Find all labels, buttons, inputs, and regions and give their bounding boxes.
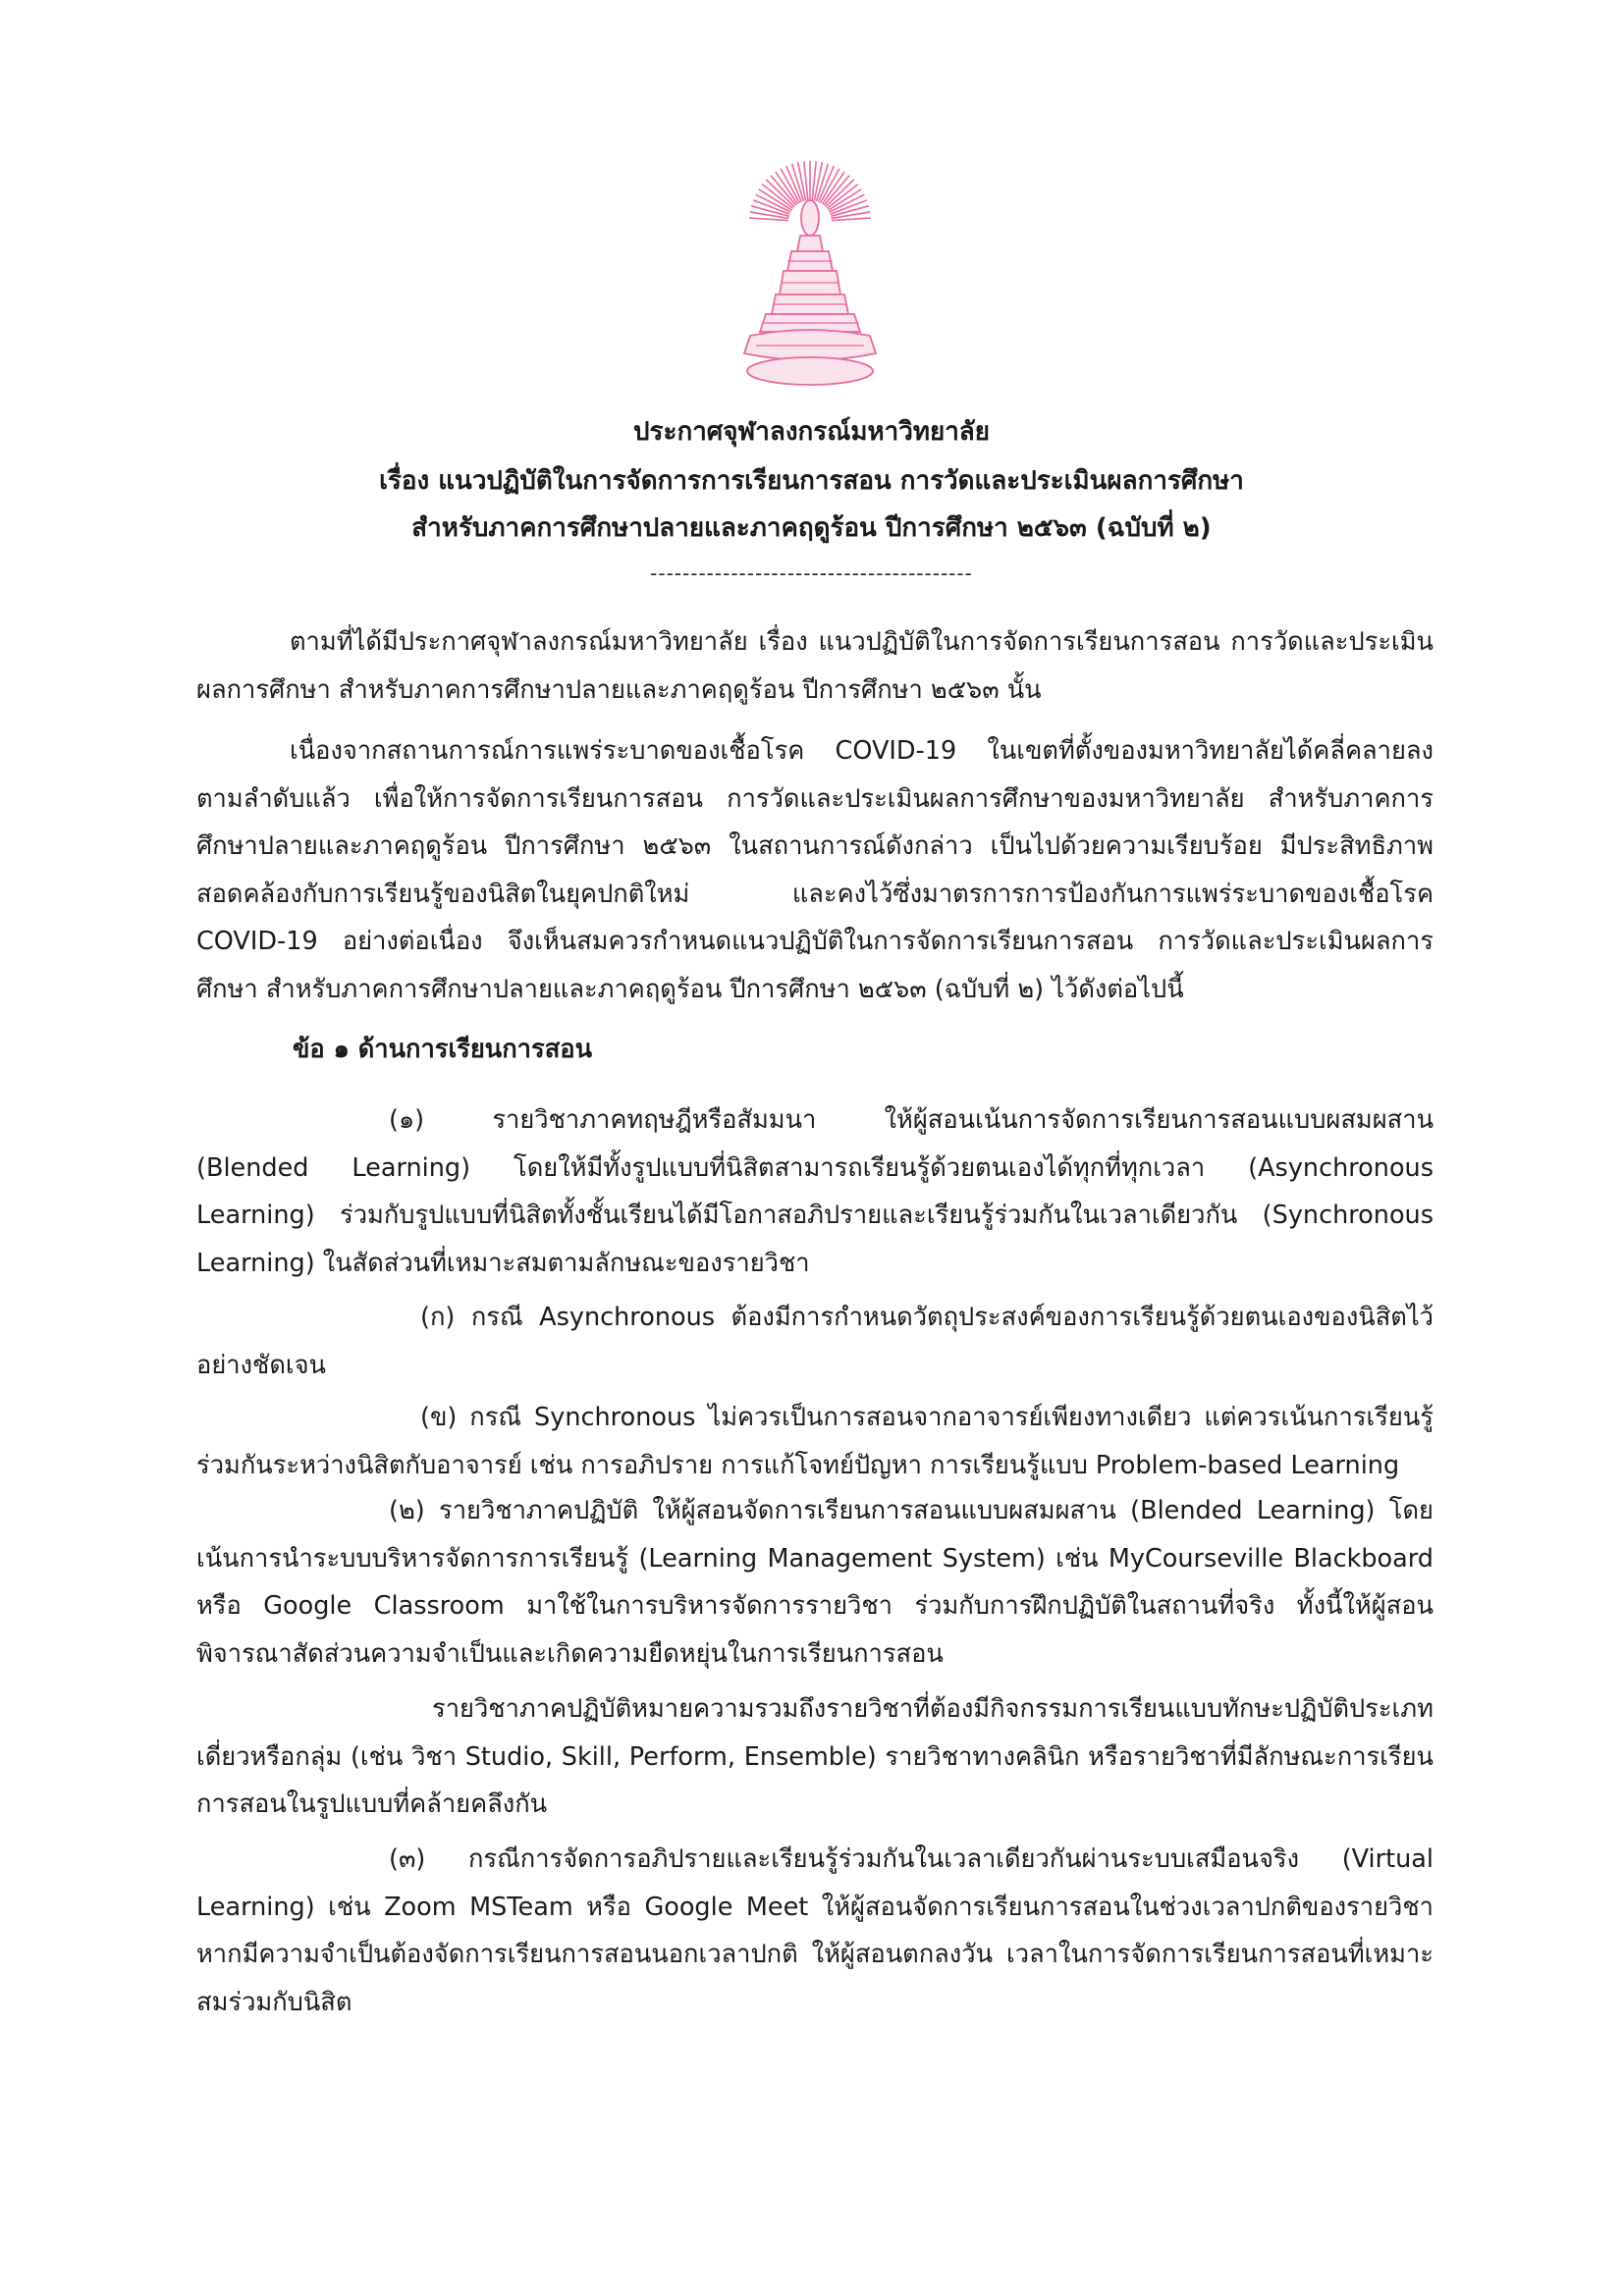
- item-synchronous: [196, 1394, 1434, 1489]
- paragraph-preamble-text: ตามที่ได้มีประกาศจุฬาลงกรณ์มหาวิทยาลัย เรื่อง แนวปฏิบัติในการจัดการเรียนการสอน การวัดและประเมินผลการศึกษา สำหรับภาคการศึกษาปลายและภาคฤดูร้อน ปีการศึกษา ๒๕๖๓ นั้น: [196, 627, 1434, 705]
- item-practical-courses-text: (๒) รายวิชาภาคปฏิบัติ ให้ผู้สอนจัดการเรียนการสอนแบบผสมผสาน (Blended Learning) โดยเน้นการนำระบบบริหารจัดการการเรียนรู้ (Learning Management System) เช่น MyCourseville Blackboard หรือ Google Classroom มาใช้ในการบริหารจัดการรายวิชา ร่วมกับการฝึกปฏิบัติในสถานที่จริง ทั้งนี้ให้ผู้สอนพิจารณาสัดส่วนความจำเป็นและเกิดความยืดหยุ่นในการเรียนการสอน: [196, 1496, 1434, 1669]
- item-synchronous-text: (ข) กรณี Synchronous ไม่ควรเป็นการสอนจากอาจารย์เพียงทางเดียว แต่ควรเน้นการเรียนรู้ร่วมกันระหว่างนิสิตกับอาจารย์ เช่น การอภิปราย การแก้โจทย์ปัญหา การเรียนรู้แบบ Problem-based Learning: [196, 1403, 1434, 1480]
- item-virtual-learning: [196, 1836, 1434, 2026]
- paragraph-reason-text: เนื่องจากสถานการณ์การแพร่ระบาดของเชื้อโรค COVID-19 ในเขตที่ตั้งของมหาวิทยาลัยได้คลี่คลายลงตามลำดับแล้ว เพื่อให้การจัดการเรียนการสอน การวัดและประเมินผลการศึกษาของมหาวิทยาลัย สำหรับภาคการศึกษาปลายและภาคฤดูร้อน ปีการศึกษา ๒๕๖๓ ในสถานการณ์ดังกล่าว เป็นไปด้วยความเรียบร้อย มีประสิทธิภาพ สอดคล้องกับการเรียนรู้ของนิสิตในยุคปกติใหม่ และคงไว้ซึ่งมาตรการการป้องกันการแพร่ระบาดของเชื้อโรค COVID-19 อย่างต่อเนื่อง จึงเห็นสมควรกำหนดแนวปฏิบัติในการจัดการเรียนการสอน การวัดและประเมินผลการศึกษา สำหรับภาคการศึกษาปลายและภาคฤดูร้อน ปีการศึกษา ๒๕๖๓ (ฉบับที่ ๒) ไว้ดังต่อไปนี้: [196, 736, 1434, 1004]
- item-practical-definition-text: รายวิชาภาคปฏิบัติหมายความรวมถึงรายวิชาที่ต้องมีกิจกรรมการเรียนแบบทักษะปฏิบัติประเภทเดี่ยวหรือกลุ่ม (เช่น วิชา Studio, Skill, Perform, Ensemble) รายวิชาทางคลินิก หรือรายวิชาที่มีลักษณะการเรียนการสอนในรูปแบบที่คล้ายคลึงกัน: [196, 1694, 1434, 1820]
- university-seal-logo: [727, 157, 893, 393]
- announcement-scope: สำหรับภาคการศึกษาปลายและภาคฤดูร้อน ปีการศึกษา ๒๕๖๓ (ฉบับที่ ๒): [411, 513, 1212, 543]
- announcement-subject: เรื่อง แนวปฏิบัติในการจัดการการเรียนการสอน การวัดและประเมินผลการศึกษา: [379, 466, 1244, 496]
- item-practical-courses: [196, 1487, 1434, 1678]
- paragraph-preamble: [196, 618, 1434, 714]
- item-asynchronous-text: (ก) กรณี Asynchronous ต้องมีการกำหนดวัตถุประสงค์ของการเรียนรู้ด้วยตนเองของนิสิตไว้อย่างชัดเจน: [196, 1303, 1434, 1380]
- item-practical-definition: [196, 1685, 1434, 1829]
- item-virtual-learning-text: (๓) กรณีการจัดการอภิปรายและเรียนรู้ร่วมกันในเวลาเดียวกันผ่านระบบเสมือนจริง (Virtual Learning) เช่น Zoom MSTeam หรือ Google Meet ให้ผู้สอนจัดการเรียนการสอนในช่วงเวลาปกติของรายวิชา หากมีความจำเป็นต้องจัดการเรียนการสอนนอกเวลาปกติ ให้ผู้สอนตกลงวัน เวลาในการจัดการเรียนการสอนที่เหมาะสมร่วมกับนิสิต: [196, 1844, 1434, 2017]
- paragraph-reason: [196, 727, 1434, 1014]
- title-divider: ----------------------------------------: [650, 561, 973, 585]
- seal-ray: [749, 218, 788, 221]
- item-asynchronous: [196, 1294, 1434, 1389]
- seal-ray: [832, 218, 871, 221]
- section-heading-teaching: ข้อ ๑ ด้านการเรียนการสอน: [293, 1035, 593, 1064]
- item-theory-courses: [196, 1096, 1434, 1287]
- item-theory-courses-text: (๑) รายวิชาภาคทฤษฎีหรือสัมมนา ให้ผู้สอนเน้นการจัดการเรียนการสอนแบบผสมผสาน (Blended Learning) โดยให้มีทั้งรูปแบบที่นิสิตสามารถเรียนรู้ด้วยตนเองได้ทุกที่ทุกเวลา (Asynchronous Learning) ร่วมกับรูปแบบที่นิสิตทั้งชั้นเรียนได้มีโอกาสอภิปรายและเรียนรู้ร่วมกันในเวลาเดียวกัน (Synchronous Learning) ในสัดส่วนที่เหมาะสมตามลักษณะของรายวิชา: [196, 1105, 1434, 1278]
- announcement-title: ประกาศจุฬาลงกรณ์มหาวิทยาลัย: [633, 417, 990, 447]
